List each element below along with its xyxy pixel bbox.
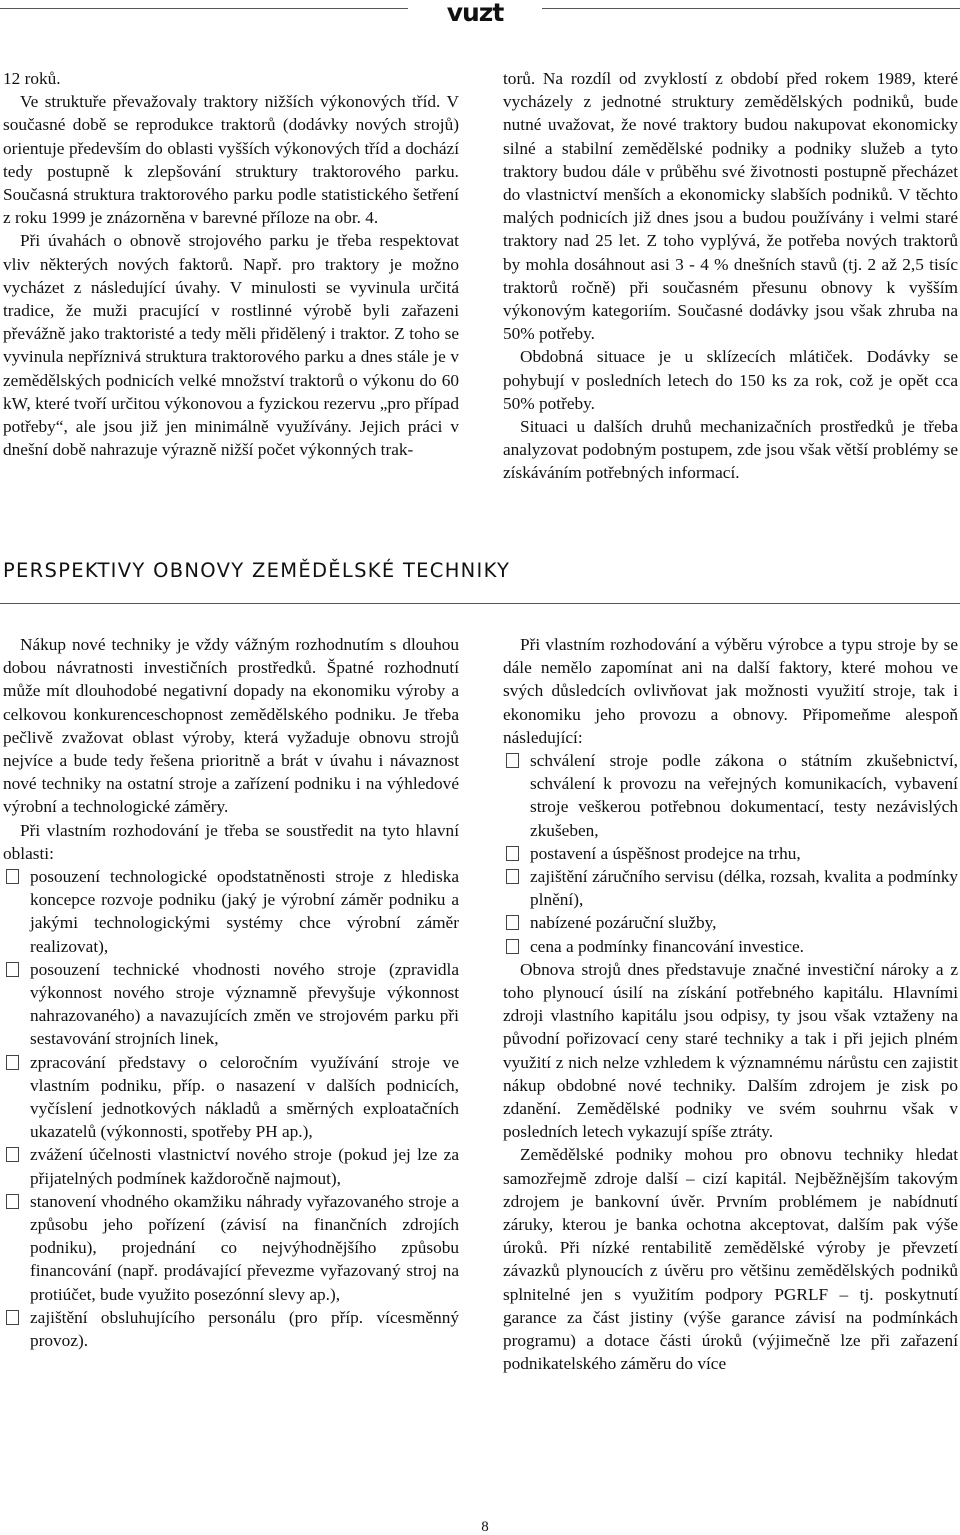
list-item (3, 865, 459, 958)
section-rule (0, 603, 960, 604)
header-rule-left (0, 8, 408, 9)
list-item (503, 935, 958, 958)
checkbox-icon (506, 869, 519, 884)
paragraph: Obnova strojů dnes představuje značné investiční nároky a z toho plynoucí úsilí na získání potřebného kapitálu. Hlavními zdroji vlastního kapitálu jsou odpisy, ty jsou však vztaženy na původní pořizovací ceny staré techniky a tak i při jejich plném využití z nich nelze vzhledem k významnému nárůstu cen zajistit nákup obdobné nové techniky. Dalším zdrojem je zisk po zdanění. Zemědělské podniky ve svém souhrnu však v posledních letech vykazují spíše ztráty. (503, 959, 958, 1142)
checkbox-icon (6, 1055, 19, 1070)
list-item-text: posouzení technické vhodnosti nového stroje (zpravidla výkonnost nového stroje významně převyšuje výkonnost nahrazovaného) a navazujících změn ve strojovém parku při sestavování strojních linek, (30, 959, 459, 1049)
paragraph: 12 roků. (3, 69, 61, 88)
list-item (3, 1306, 459, 1352)
paragraph: Situaci u dalších druhů mechanizačních prostředků je třeba analyzovat podobným postupem, zde jsou však větší problémy se získáváním potřebných informací. (503, 417, 958, 483)
list-item-text: cena a podmínky financování investice. (530, 936, 805, 956)
list-item-text: stanovení vhodného okamžiku náhrady vyřazovaného stroje a způsobu jeho pořízení (závisí na finančních zdrojích podniku), projednání co nejvýhodnějšího způsobu financování (např. prodávající převezme vyřazovaný stroj na protiúčet, bude využito posezónní slevy ap.), (30, 1191, 459, 1304)
list-item (503, 865, 958, 911)
bottom-right-column (503, 633, 958, 1376)
list-item (503, 749, 958, 842)
list-item-text: schválení stroje podle zákona o státním zkušebnictví, schválení k provozu na veřejných komunikacích, vybavení stroje veškerou potřebnou dokumentací, testy nezávislých zkušeben, (530, 751, 958, 840)
checkbox-icon (506, 915, 519, 930)
list-item-text: zajištění záručního servisu (délka, rozsah, kvalita a podmínky plnění), (530, 867, 958, 910)
paragraph: Zemědělské podniky mohou pro obnovu techniky hledat samozřejmě zdroje další – cizí kapitál. Nejběžnějším takovým zdrojem je bankovní úvěr. Prvním problémem je nabídnutí záruky, kterou je banka ochotna akceptovat, dalším pak výše úroků. Při nízké rentabilitě zemědělské výroby je převzetí závazků plynoucích z úvěru pro většinu zemědělských podniků splnitelné jen s využitím podpory PGRLF – tj. poskytnutí garance za část jistiny (výše garance závisí na podmínkách programu) a dotace části úroků (výjimečně lze při zařazení podnikatelského záměru do více (503, 1145, 958, 1374)
list-item (503, 911, 958, 934)
top-left-column (3, 67, 459, 461)
checklist-other-factors (503, 749, 958, 958)
checklist-main-areas (3, 865, 459, 1352)
list-item (503, 842, 958, 865)
section-title: PERSPEKTIVY OBNOVY ZEMĚDĚLSKÉ TECHNIKY (3, 559, 511, 582)
paragraph: Ve struktuře převažovaly traktory nižších výkonových tříd. V současné době se reprodukce traktorů (dodávky nových strojů) orientuje především do oblasti vyšších výkonových tříd a dochází tedy postupně k zlepšování struktury traktorového parku. Současná struktura traktorového parku podle statistického šetření z roku 1999 je znázorněna v barevné příloze na obr. 4. (3, 92, 459, 228)
checkbox-icon (6, 962, 19, 977)
vuzt-logo: vuzt (446, 0, 504, 27)
checkbox-icon (506, 846, 519, 861)
checkbox-icon (6, 1194, 19, 1209)
header-rule-right (542, 8, 960, 9)
list-item-text: zpracování představy o celoročním využívání stroje ve vlastním podniku, příp. o nasazení v dalších podnicích, vyčíslení jednotkových nákladů a směrných exploatačních ukazatelů (výkonnosti, spotřeby PH ap.), (30, 1052, 459, 1142)
checkbox-icon (6, 1147, 19, 1162)
list-item-text: posouzení technologické opodstatněnosti stroje z hlediska koncepce rozvoje podniku (jaký je výrobní záměr podniku a jakými technologickými systémy chce výrobní záměr realizovat), (30, 867, 459, 956)
list-item (3, 1190, 459, 1306)
checkbox-icon (6, 869, 19, 884)
checkbox-icon (6, 1310, 19, 1325)
paragraph: Při vlastním rozhodování a výběru výrobce a typu stroje by se dále nemělo zapomínat ani na další faktory, které mohou ve svých důsledcích ovlivňovat jak možnosti využití stroje, tak i ekonomiku jeho provozu a obnovy. Připomeňme alespoň následující: (503, 635, 958, 747)
page-number: 8 (481, 1519, 489, 1535)
paragraph: torů. Na rozdíl od zvyklostí z období před rokem 1989, které vycházely z jednotné struktury zemědělských podniků, bude nutné uvažovat, že nové traktory budou nakupovat ekonomicky silné a stabilní zemědělské podniky a podniky služeb a tyto traktory budou dále v průběhu své životnosti postupně přecházet do vlastnictví menších a ekonomicky slabších podniků. V těchto malých podnicích již dnes jsou a budou používány i velmi staré traktory nad 25 let. Z toho vyplývá, že potřeba nových traktorů by mohla dosáhnout asi 3 - 4 % dnešních stavů (tj. 2 až 2,5 tisíc traktorů ročně) při současném přesunu obnovy k vyšším výkonovým kategoriím. Současné dodávky jsou však zhruba na 50% potřeby. (503, 69, 958, 344)
paragraph: Při úvahách o obnově strojového parku je třeba respektovat vliv některých nových faktorů. Např. pro traktory je možno vycházet z následující úvahy. V minulosti se vyvinula určitá tradice, že muži pracující v rostlinné výrobě byli zařazeni převážně jako traktoristé a tedy měli přidělený i traktor. Z toho se vyvinula nepříznivá struktura traktorového parku a dnes stále je v zemědělských podnicích velké množství traktorů o výkonu do 60 kW, které tvoří určitou výkonovou a fyzickou rezervu „pro případ potřeby“, ale jsou již jen minimálně využívány. Jejich práci v dnešní době nahrazuje výrazně nižší počet výkonných trak- (3, 231, 459, 460)
list-item-text: postavení a úspěšnost prodejce na trhu, (530, 843, 801, 863)
list-item (3, 958, 459, 1051)
list-item-text: zvážení účelnosti vlastnictví nového stroje (pokud jej lze za přijatelných podmínek každoročně najmout), (30, 1145, 459, 1188)
bottom-left-column (3, 633, 459, 1352)
checkbox-icon (506, 939, 519, 954)
list-item (3, 1051, 459, 1144)
paragraph: Při vlastním rozhodování je třeba se soustředit na tyto hlavní oblasti: (3, 820, 459, 863)
top-right-column (503, 67, 958, 485)
list-item-text: zajištění obsluhujícího personálu (pro příp. vícesměnný provoz). (30, 1307, 459, 1351)
list-item (3, 1143, 459, 1189)
paragraph: Obdobná situace je u sklízecích mlátiček. Dodávky se pohybují v posledních letech do 150 ks za rok, což je opět cca 50% potřeby. (503, 347, 958, 413)
paragraph: Nákup nové techniky je vždy vážným rozhodnutím s dlouhou dobou návratnosti investičních prostředků. Špatné rozhodnutí může mít dlouhodobé negativní dopady na ekonomiku výroby a celkovou konkurenceschopnost zemědělského podniku. Je třeba pečlivě zvažovat oblast výroby, která vyžaduje obnovu strojů nejvíce a bude tedy řešena prioritně a brát v úvahu i návaznost nové techniky na ostatní stroje a zařízení podniku i na výhledové výrobní a technologické záměry. (3, 635, 459, 817)
list-item-text: nabízené pozáruční služby, (530, 913, 717, 933)
checkbox-icon (506, 753, 519, 768)
